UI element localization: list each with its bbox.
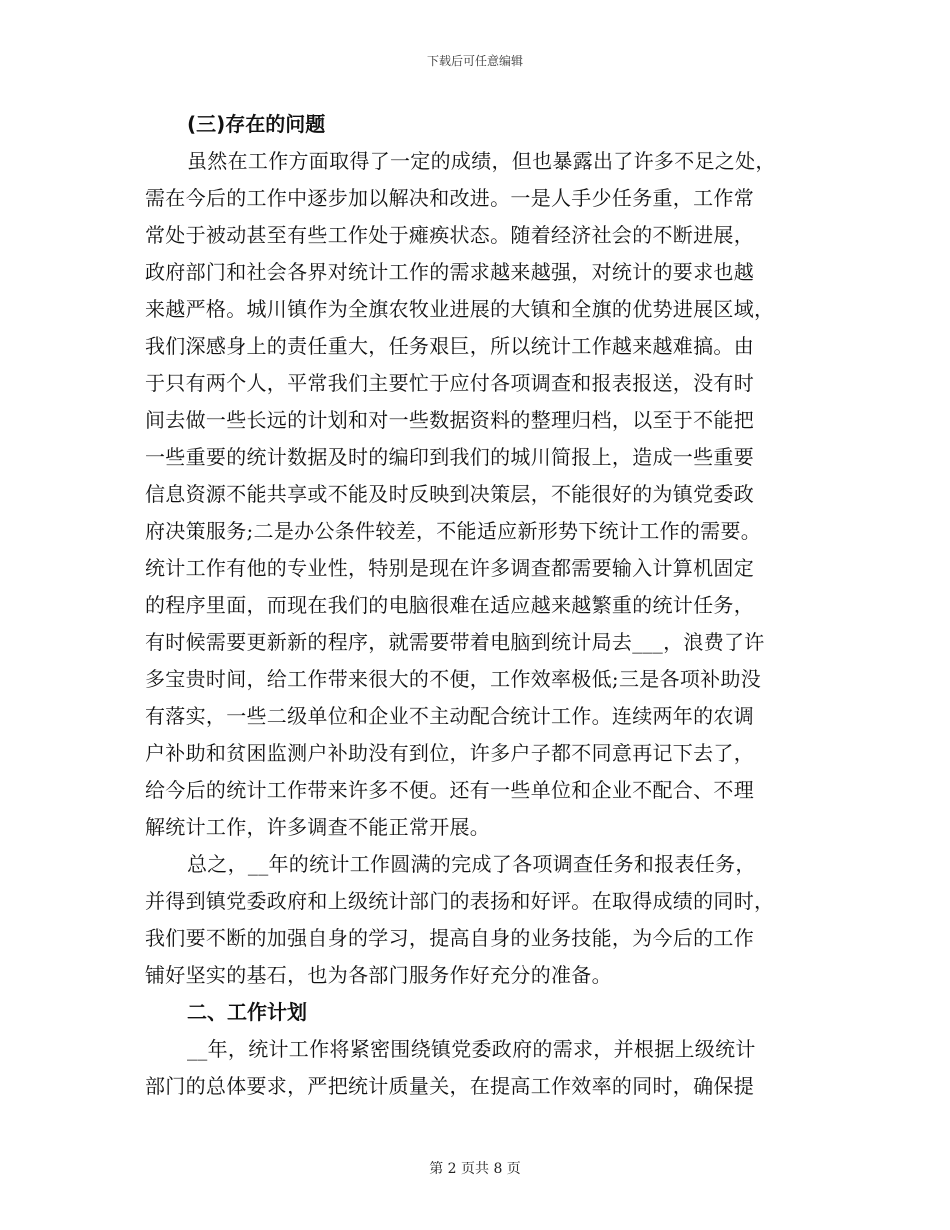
text-line: 府决策服务;二是办公条件较差，不能适应新形势下统计工作的需要。 — [145, 519, 762, 543]
paragraph-summary — [145, 846, 810, 994]
text-line: 部门的总体要求，严把统计质量关，在提高工作效率的同时，确保提 — [145, 1074, 754, 1098]
section-heading-problems: (三)存在的问题 — [187, 112, 326, 136]
text-line: 户补助和贫困监测户补助没有到位，许多户子都不同意再记下去了， — [145, 741, 754, 765]
text-line: 并得到镇党委政府和上级统计部门的表扬和好评。在取得成绩的同时， — [145, 889, 775, 913]
header-note: 下载后可任意编辑 — [426, 54, 523, 68]
text-line: 虽然在工作方面取得了一定的成绩，但也暴露出了许多不足之处， — [187, 149, 776, 173]
text-line: 常处于被动甚至有些工作处于瘫痪状态。随着经济社会的不断进展， — [145, 223, 754, 247]
text-line: 的程序里面，而现在我们的电脑很难在适应越来越繁重的统计任务， — [145, 593, 754, 617]
text-line: 解统计工作，许多调查不能正常开展。 — [145, 815, 491, 839]
text-line: 我们要不断的加强自身的学习，提高自身的业务技能，为今后的工作 — [145, 926, 754, 950]
text-line: 一些重要的统计数据及时的编印到我们的城川简报上，造成一些重要 — [145, 445, 754, 469]
text-line: 需在今后的工作中逐步加以解决和改进。一是人手少任务重，工作常 — [145, 186, 754, 210]
document-body — [145, 106, 810, 1105]
text-line: 政府部门和社会各界对统计工作的需求越来越强，对统计的要求也越 — [145, 260, 754, 284]
text-line: 我们深感身上的责任重大，任务艰巨，所以统计工作越来越难搞。由 — [145, 334, 754, 358]
text-line: 多宝贵时间，给工作带来很大的不便，工作效率极低;三是各项补助没 — [145, 667, 762, 691]
text-line: 信息资源不能共享或不能及时反映到决策层，不能很好的为镇党委政 — [145, 482, 754, 506]
text-line: 间去做一些长远的计划和对一些数据资料的整理归档，以至于不能把 — [145, 408, 754, 432]
text-line: 于只有两个人，平常我们主要忙于应付各项调查和报表报送，没有时 — [145, 371, 754, 395]
text-line: 来越严格。城川镇作为全旗农牧业进展的大镇和全旗的优势进展区域， — [145, 297, 775, 321]
text-line: __年，统计工作将紧密围绕镇党委政府的需求，并根据上级统计 — [187, 1037, 756, 1061]
text-line: 有落实，一些二级单位和企业不主动配合统计工作。连续两年的农调 — [145, 704, 754, 728]
text-line: 统计工作有他的专业性，特别是现在许多调查都需要输入计算机固定 — [145, 556, 754, 580]
paragraph-problems — [145, 143, 810, 846]
section-heading-work-plan: 二、工作计划 — [187, 1000, 307, 1024]
text-line: 铺好坚实的基石，也为各部门服务作好充分的准备。 — [145, 963, 612, 987]
text-line: 总之，__年的统计工作圆满的完成了各项调查任务和报表任务， — [187, 852, 756, 876]
page-number-footer: 第 2 页共 8 页 — [429, 1161, 521, 1177]
text-line: 给今后的统计工作带来许多不便。还有一些单位和企业不配合、不理 — [145, 778, 754, 802]
text-line: 有时候需要更新新的程序，就需要带着电脑到统计局去___，浪费了许 — [145, 630, 765, 654]
paragraph-work-plan — [145, 1031, 810, 1105]
